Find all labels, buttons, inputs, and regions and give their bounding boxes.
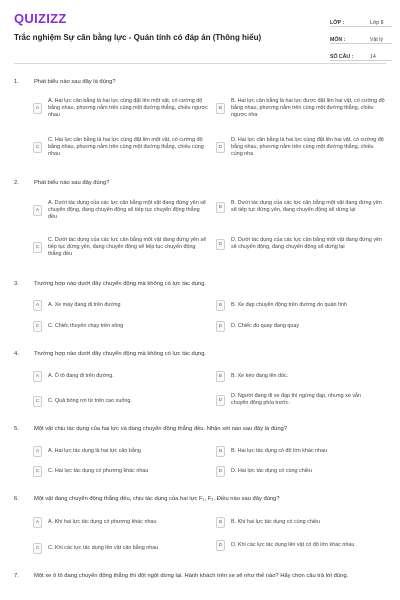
option-b[interactable] [216,98,386,119]
option-text: A. Ô tô đang đi trên đường. [48,373,114,379]
option-letter-badge: C [33,142,42,153]
option-letter-badge: A [33,517,42,528]
option-letter-badge: A [33,371,42,382]
option-text: C. Dưới tác dụng của các lực cân bằng một vật đang đứng yên sẽ tiếp tục đứng yên, đang chuyển động sẽ tiếp tục chuyển động thẳng đều [48,237,207,257]
option-letter-badge: D [216,466,225,477]
option-a[interactable] [33,446,208,457]
option-d[interactable] [216,237,386,251]
option-text: B. Xe đạp chuyển động trên đường do quán tính [231,302,347,308]
option-d[interactable] [216,137,386,158]
question-text: Phát biểu nào sau đây là đúng? [34,79,116,85]
meta-grade [330,12,392,27]
question-number: 1. [14,79,19,85]
option-letter-badge: B [216,300,225,311]
page-title: Trắc nghiệm Sự cân bằng lực - Quán tính có đáp án (Thông hiểu) [14,33,262,42]
meta-subject-value: Vật lý [370,37,383,43]
question-text: Một xe ô tô đang chuyển động thẳng thì đột ngột dừng lại. Hành khách trên xe sẽ như thế nào? Hãy chọn câu trả lời đúng. [34,573,349,579]
option-a[interactable] [33,98,208,119]
option-text: A. Xe máy đang đi trên đường [48,302,121,308]
option-b[interactable] [216,300,386,311]
option-text: A. Hai lực tác dụng là hai lực cân bằng [48,448,141,454]
quizizz-logo: QUIZIZZ [14,11,67,26]
question-3 [14,281,386,341]
question-number: 6. [14,496,19,502]
option-text: C. Hai lực cân bằng là hai lực cùng đặt lên một vật, có cường độ bằng nhau, phương nằm trên cùng một đường thẳng, chiều cùng nhau [48,137,204,157]
option-text: A. Khi hai lực tác dụng có phương khác nhau [48,519,157,525]
header-divider [14,63,386,64]
option-letter-badge: B [216,517,225,528]
option-text: B. Hai lực tác dụng có độ lớn khác nhau [231,448,328,454]
option-letter-badge: C [33,543,42,554]
option-letter-badge: D [216,321,225,332]
option-text: D. Khi các lực tác dụng lên vật có độ lớn khác nhau [231,542,355,548]
option-a[interactable] [33,300,208,311]
option-d[interactable] [216,393,376,407]
option-text: D. Dưới tác dụng của các lực cân bằng một vật đang đứng yên sẽ chuyển động, đang chuyển động sẽ dừng lại [231,237,383,250]
option-text: C. Chiếc thuyền chạy trên sông [48,323,124,329]
meta-subject-label: MÔN : [330,37,346,43]
option-text: B. Khi hai lực tác dụng có cùng chiều [231,519,321,525]
option-letter-badge: A [33,300,42,311]
question-number: 7. [14,573,19,579]
option-c[interactable] [33,466,208,477]
option-a[interactable] [33,517,208,528]
option-letter-badge: A [33,205,42,216]
question-4 [14,351,386,417]
option-text: D. Hai lực tác dụng có cùng chiều [231,468,312,474]
option-text: A. Dưới tác dụng của các lực cân bằng một vật đang đứng yên sẽ chuyển động, đang chuyển động sẽ tiếp tục chuyển động thẳng đều [48,200,206,220]
question-7 [14,573,386,595]
option-letter-badge: C [33,466,42,477]
question-number: 5. [14,426,19,432]
worksheet-meta [330,12,392,63]
option-letter-badge: D [216,540,225,551]
question-number: 3. [14,281,19,287]
meta-count-value: 14 [370,54,376,60]
option-letter-badge: C [33,242,42,253]
question-text: Trường hợp nào dưới đây chuyển động mà không có lực tác dụng. [34,281,207,287]
question-6 [14,496,386,562]
question-1 [14,79,386,169]
meta-grade-label: LỚP : [330,20,345,26]
question-number: 2. [14,180,19,186]
option-letter-badge: B [216,202,225,213]
option-a[interactable] [33,200,208,221]
option-letter-badge: B [216,103,225,114]
option-b[interactable] [216,517,386,528]
option-text: A. Hai lực cân bằng là hai lực cùng đặt lên một vật, có cường độ bằng nhau, phương nằm trên cùng một đường thẳng, chiều ngược nhau [48,98,208,118]
option-c[interactable] [33,321,208,332]
option-letter-badge: D [216,395,225,406]
option-text: C. Hai lực tác dụng có phương khác nhau [48,468,149,474]
option-letter-badge: A [33,103,42,114]
option-c[interactable] [33,396,208,407]
question-5 [14,426,386,486]
option-letter-badge: A [33,446,42,457]
option-letter-badge: D [216,239,225,250]
option-d[interactable] [216,540,376,551]
question-number: 4. [14,351,19,357]
option-c[interactable] [33,543,208,554]
option-c[interactable] [33,237,208,258]
option-letter-badge: C [33,321,42,332]
option-text: C. Quả bóng rơi từ trên cao xuống. [48,398,132,404]
question-text: Một vật đang chuyển động thẳng đều, chịu tác dụng của hai lực F₁, F₂. Điều nào sau đây đúng? [34,496,280,502]
option-b[interactable] [216,371,386,382]
option-letter-badge: B [216,446,225,457]
question-text: Phát biểu nào sau đây đúng? [34,180,110,186]
question-text: Trường hợp nào dưới đây chuyển động mà không có lực tác dụng. [34,351,207,357]
option-text: B. Hai lực cân bằng là hai lực được đặt lên hai vật, có cường độ bằng nhau, phương nằm trên cùng một đường thẳng, chiều ngược nha [231,98,385,118]
question-text: Một vật chịu tác dụng của hai lực và đang chuyển động thẳng đều. Nhận xét nào sau đây là đúng? [34,426,288,432]
question-2 [14,180,386,272]
option-b[interactable] [216,200,386,214]
meta-count-label: SỐ CÂU : [330,54,354,60]
option-a[interactable] [33,371,208,382]
option-text: D. Hai lực cân bằng là hai lực cùng đặt lên hai vật, có cường độ bằng nhau, phương nằm trên cùng một đường thẳng, chiều cùng nha [231,137,384,157]
option-text: B. Xe kéo đang lên dốc. [231,373,289,379]
option-text: B. Dưới tác dụng của các lực cân bằng một vật đang đứng yên sẽ tiếp tục đứng yên, đang chuyển động sẽ dừng lại [231,200,382,213]
option-letter-badge: B [216,371,225,382]
option-letter-badge: C [33,396,42,407]
option-letter-badge: D [216,142,225,153]
option-c[interactable] [33,137,208,158]
option-text: D. Người đang đi xe đạp thì ngừng đạp, nhưng xe vẫn chuyển động phía trước. [231,393,362,406]
option-b[interactable] [216,446,386,457]
option-d[interactable] [216,321,386,332]
meta-subject [330,29,392,44]
meta-grade-value: Lớp 8 [370,20,384,26]
option-text: C. Khi các lực tác dụng lên vật cân bằng nhau [48,545,159,551]
option-text: D. Chiếc đu quay đang quay [231,323,300,329]
meta-count [330,46,392,61]
option-d[interactable] [216,466,386,477]
